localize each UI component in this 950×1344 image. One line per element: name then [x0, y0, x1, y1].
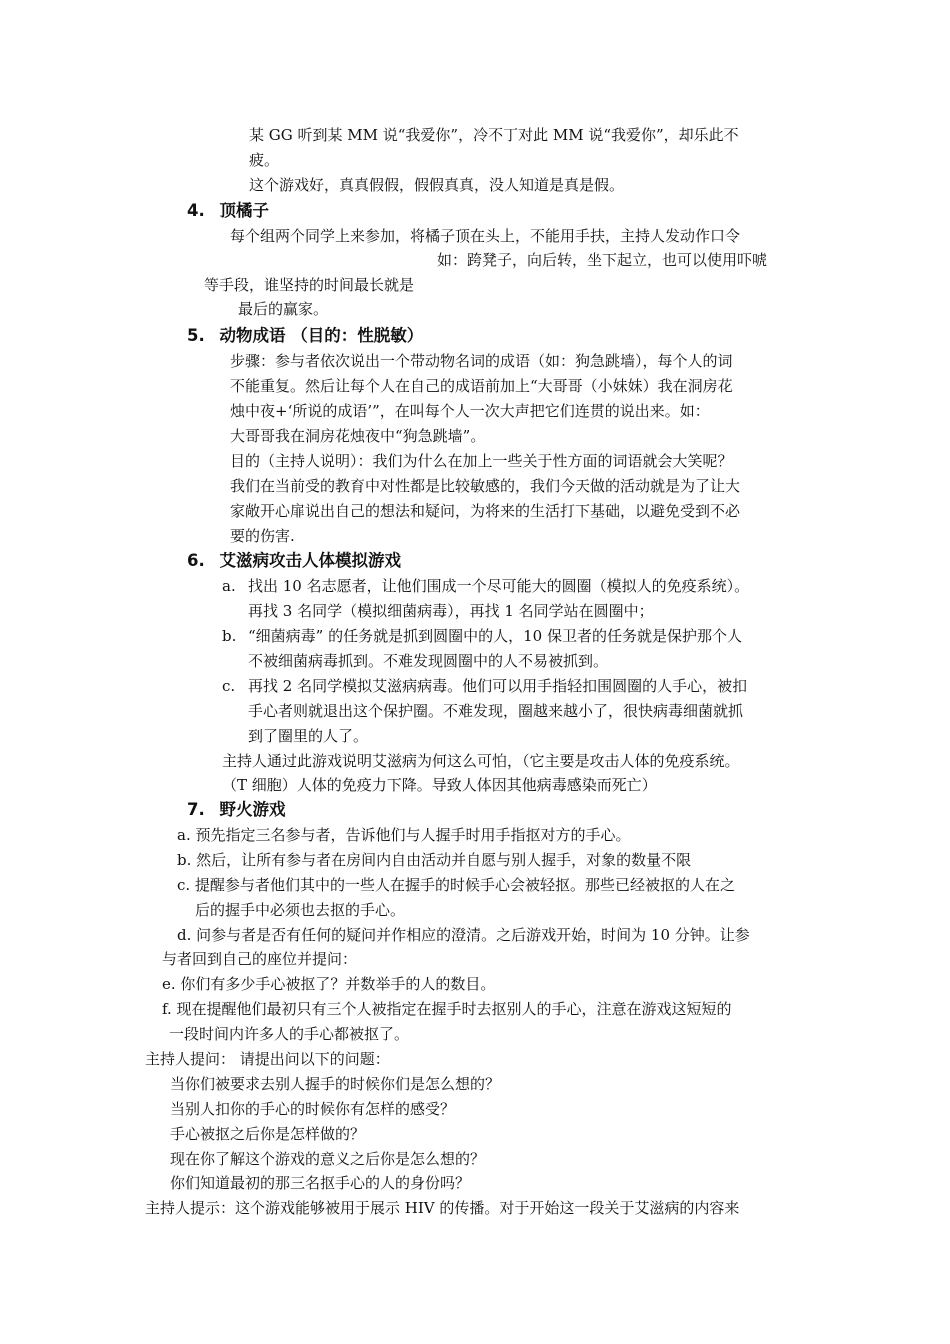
list-item: e. 你们有多少手心被抠了？并数举手的人的数目。	[162, 975, 496, 993]
list-item: f. 现在提醒他们最初只有三个人被指定在握手时去抠别人的手心，注意在游戏这短短的	[162, 1000, 732, 1018]
section-heading	[187, 798, 286, 822]
list-item-text: 再找 2 名同学模拟艾滋病病毒。他们可以用手指轻扣围圆圈的人手心，被扣	[248, 677, 748, 695]
list-item-text: “细菌病毒” 的任务就是抓到圆圈中的人，10 保卫者的任务就是保护那个人	[248, 627, 742, 645]
paragraph-line: 如：跨凳子，向后转，坐下起立，也可以使用吓唬	[437, 251, 768, 269]
paragraph-line: 每个组两个同学上来参加，将橘子顶在头上，不能用手扶，主持人发动作口令	[230, 227, 741, 245]
host-tip: 主持人提示：这个游戏能够被用于展示 HIV 的传播。对于开始这一段关于艾滋病的内容来	[145, 1199, 740, 1217]
list-item: a. 预先指定三名参与者，告诉他们与人握手时用手指抠对方的手心。	[177, 826, 631, 844]
section-number: 5.	[187, 326, 205, 345]
section-heading	[187, 324, 423, 348]
paragraph-line: 手心者则就退出这个保护圈。不难发现，圈越来越小了，很快病毒细菌就抓	[248, 702, 744, 720]
paragraph-line: 不能重复。然后让每个人在自己的成语前加上“大哥哥（小妹妹）我在洞房花	[230, 377, 733, 395]
paragraph-line: 家敞开心扉说出自己的想法和疑问，为将来的生活打下基础，以避免受到不必	[230, 502, 741, 520]
list-item: b. 然后，让所有参与者在房间内自由活动并自愿与别人握手，对象的数量不限	[177, 851, 692, 869]
section-heading	[187, 549, 401, 573]
question-item: 手心被抠之后你是怎样做的？	[170, 1125, 366, 1143]
list-marker: b.	[222, 627, 237, 645]
section-title: 顶橘子	[219, 201, 269, 220]
question-item: 当你们被要求去别人握手的时候你们是怎么想的？	[170, 1075, 501, 1093]
section-title: 动物成语 （目的：性脱敏）	[219, 326, 424, 345]
paragraph-line: 要的伤害.	[230, 527, 295, 545]
paragraph-line: 后的握手中必须也去抠的手心。	[195, 901, 406, 919]
questions-intro: 主持人提问： 请提出问以下的问题：	[145, 1050, 390, 1068]
paragraph-line: 等手段，谁坚持的时间最长就是	[204, 276, 415, 294]
paragraph-line: （T 细胞）人体的免疫力下降。导致人体因其他病毒感染而死亡）	[222, 776, 657, 794]
section-title: 野火游戏	[219, 800, 286, 819]
question-item: 现在你了解这个游戏的意义之后你是怎么想的？	[170, 1150, 486, 1168]
section-number: 6.	[187, 551, 205, 570]
paragraph-line: 疲。	[249, 151, 280, 169]
list-item	[222, 675, 747, 697]
list-item	[222, 625, 742, 647]
paragraph-line: 再找 3 名同学（模拟细菌病毒），再找 1 名同学站在圆圈中；	[248, 602, 654, 620]
paragraph-line: 与者回到自己的座位并提问：	[162, 950, 358, 968]
list-item: c. 提醒参与者他们其中的一些人在握手的时候手心会被轻抠。那些已经被抠的人在之	[177, 876, 735, 894]
paragraph-line: 大哥哥我在洞房花烛夜中“狗急跳墙”。	[230, 427, 486, 445]
list-item: d. 问参与者是否有任何的疑问并作相应的澄清。之后游戏开始，时间为 10 分钟。让参	[177, 926, 750, 944]
question-item: 当别人扣你的手心的时候你有怎样的感受？	[170, 1100, 456, 1118]
paragraph-line: 这个游戏好，真真假假，假假真真，没人知道是真是假。	[249, 176, 625, 194]
list-item-text: 找出 10 名志愿者，让他们围成一个尽可能大的圆圈（模拟人的免疫系统）。	[248, 577, 750, 595]
list-marker: a.	[222, 577, 236, 595]
section-heading	[187, 199, 269, 223]
paragraph-line: 某 GG 听到某 MM 说“我爱你”，冷不丁对此 MM 说“我爱你”，却乐此不	[249, 126, 739, 144]
list-marker: c.	[222, 677, 236, 695]
question-item: 你们知道最初的那三名抠手心的人的身份吗？	[170, 1174, 471, 1192]
section-number: 4.	[187, 201, 205, 220]
paragraph-line: 一段时间内许多人的手心都被抠了。	[169, 1025, 410, 1043]
paragraph-line: 烛中夜+‘所说的成语’”，在叫每个人一次大声把它们连贯的说出来。如：	[230, 402, 710, 420]
section-number: 7.	[187, 800, 205, 819]
paragraph-line: 最后的赢家。	[238, 300, 329, 318]
paragraph-line: 不被细菌病毒抓到。不难发现圆圈中的人不易被抓到。	[248, 652, 609, 670]
paragraph-line: 步骤：参与者依次说出一个带动物名词的成语（如：狗急跳墙），每个人的词	[230, 352, 733, 370]
paragraph-line: 主持人通过此游戏说明艾滋病为何这么可怕，（它主要是攻击人体的免疫系统。	[222, 752, 740, 770]
paragraph-line: 目的（主持人说明）：我们为什么在加上一些关于性方面的词语就会大笑呢？	[230, 452, 733, 470]
list-item	[222, 575, 749, 597]
paragraph-line: 我们在当前受的教育中对性都是比较敏感的，我们今天做的活动就是为了让大	[230, 477, 741, 495]
paragraph-line: 到了圈里的人了。	[248, 727, 369, 745]
section-title: 艾滋病攻击人体模拟游戏	[219, 551, 401, 570]
